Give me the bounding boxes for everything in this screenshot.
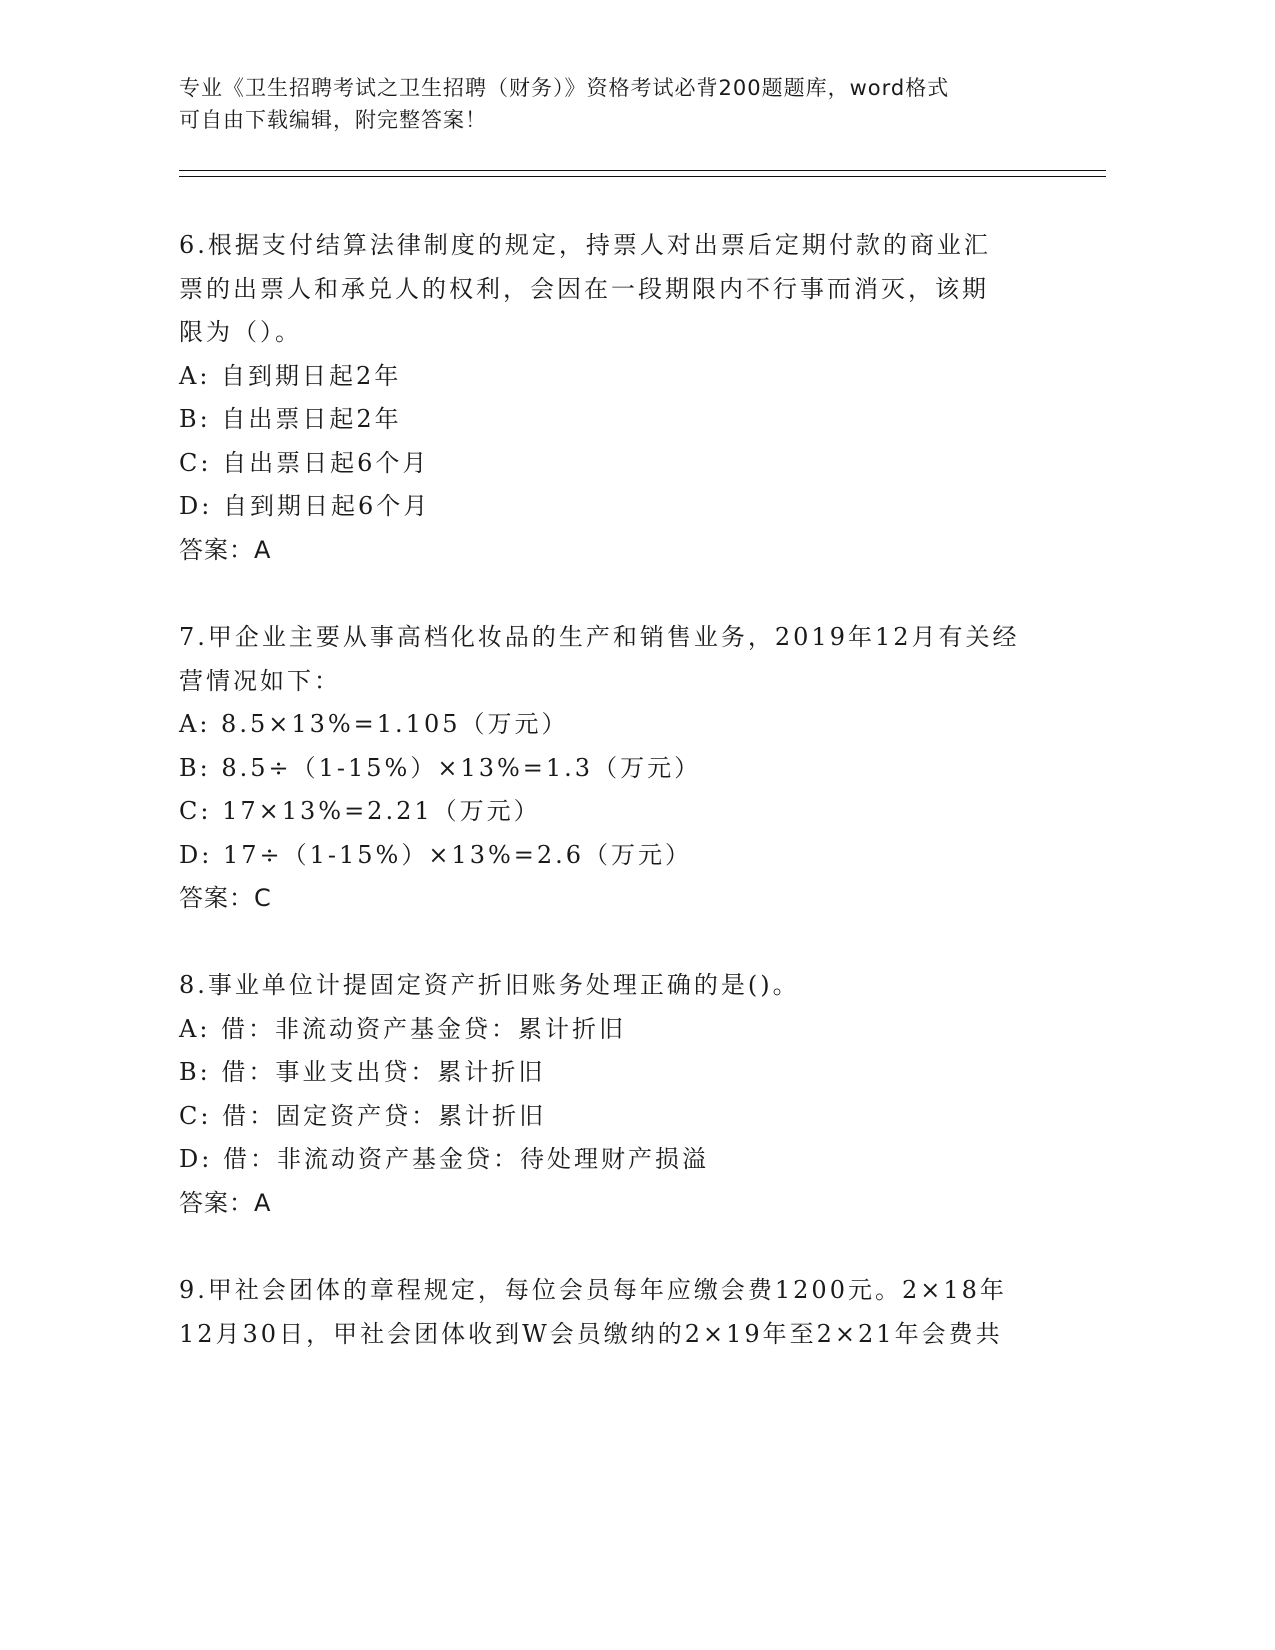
question-stem-line: 营情况如下： [179,666,341,695]
option-d: D: 17÷（1-15%）×13%=2.6（万元） [179,840,693,869]
question-stem-line: 6.根据支付结算法律制度的规定，持票人对出票后定期付款的商业汇 [179,231,991,259]
document-header [179,72,1059,136]
answer-label: 答案：A [179,1188,272,1217]
option-d: D: 自到期日起6个月 [179,492,431,520]
option-d: D: 借：非流动资产基金贷：待处理财产损溢 [179,1145,709,1173]
question-stem-line: 限为（）。 [179,318,302,346]
option-a: A: 借：非流动资产基金贷：累计折旧 [179,1014,627,1043]
header-line-1: 专业《卫生招聘考试之卫生招聘（财务）》资格考试必背200题题库，word格式 [179,76,950,100]
answer-label: 答案：A [179,535,272,564]
question-stem-line: 8.事业单位计提固定资产折旧账务处理正确的是()。 [179,971,800,999]
option-a: A: 8.5×13%=1.105（万元） [179,710,569,738]
option-a: A: 自到期日起2年 [179,361,402,390]
option-b: B: 自出票日起2年 [179,405,402,433]
question-stem-line: 12月30日，甲社会团体收到W会员缴纳的2×19年至2×21年会费共 [179,1319,1003,1348]
question-stem-line: 9.甲社会团体的章程规定，每位会员每年应缴会费1200元。2×18年 [179,1276,1007,1304]
header-line-2: 可自由下载编辑，附完整答案！ [179,108,487,132]
option-c: C: 17×13%=2.21（万元） [179,797,541,825]
header-divider-bottom [179,176,1106,177]
question-stem-line: 票的出票人和承兑人的权利，会因在一段期限内不行事而消灭，该期 [179,274,989,303]
header-divider-top [179,170,1106,171]
option-b: B: 借：事业支出贷：累计折旧 [179,1058,546,1086]
question-stem-line: 7.甲企业主要从事高档化妆品的生产和销售业务，2019年12月有关经 [179,623,1020,651]
question-8 [179,964,1059,1225]
question-7 [179,616,1059,921]
option-c: C: 借：固定资产贷：累计折旧 [179,1101,547,1130]
option-b: B: 8.5÷（1-15%）×13%=1.3（万元） [179,753,702,782]
question-6 [179,224,1059,572]
answer-label: 答案：C [179,884,272,912]
question-9 [179,1269,1059,1356]
option-c: C: 自出票日起6个月 [179,448,430,477]
